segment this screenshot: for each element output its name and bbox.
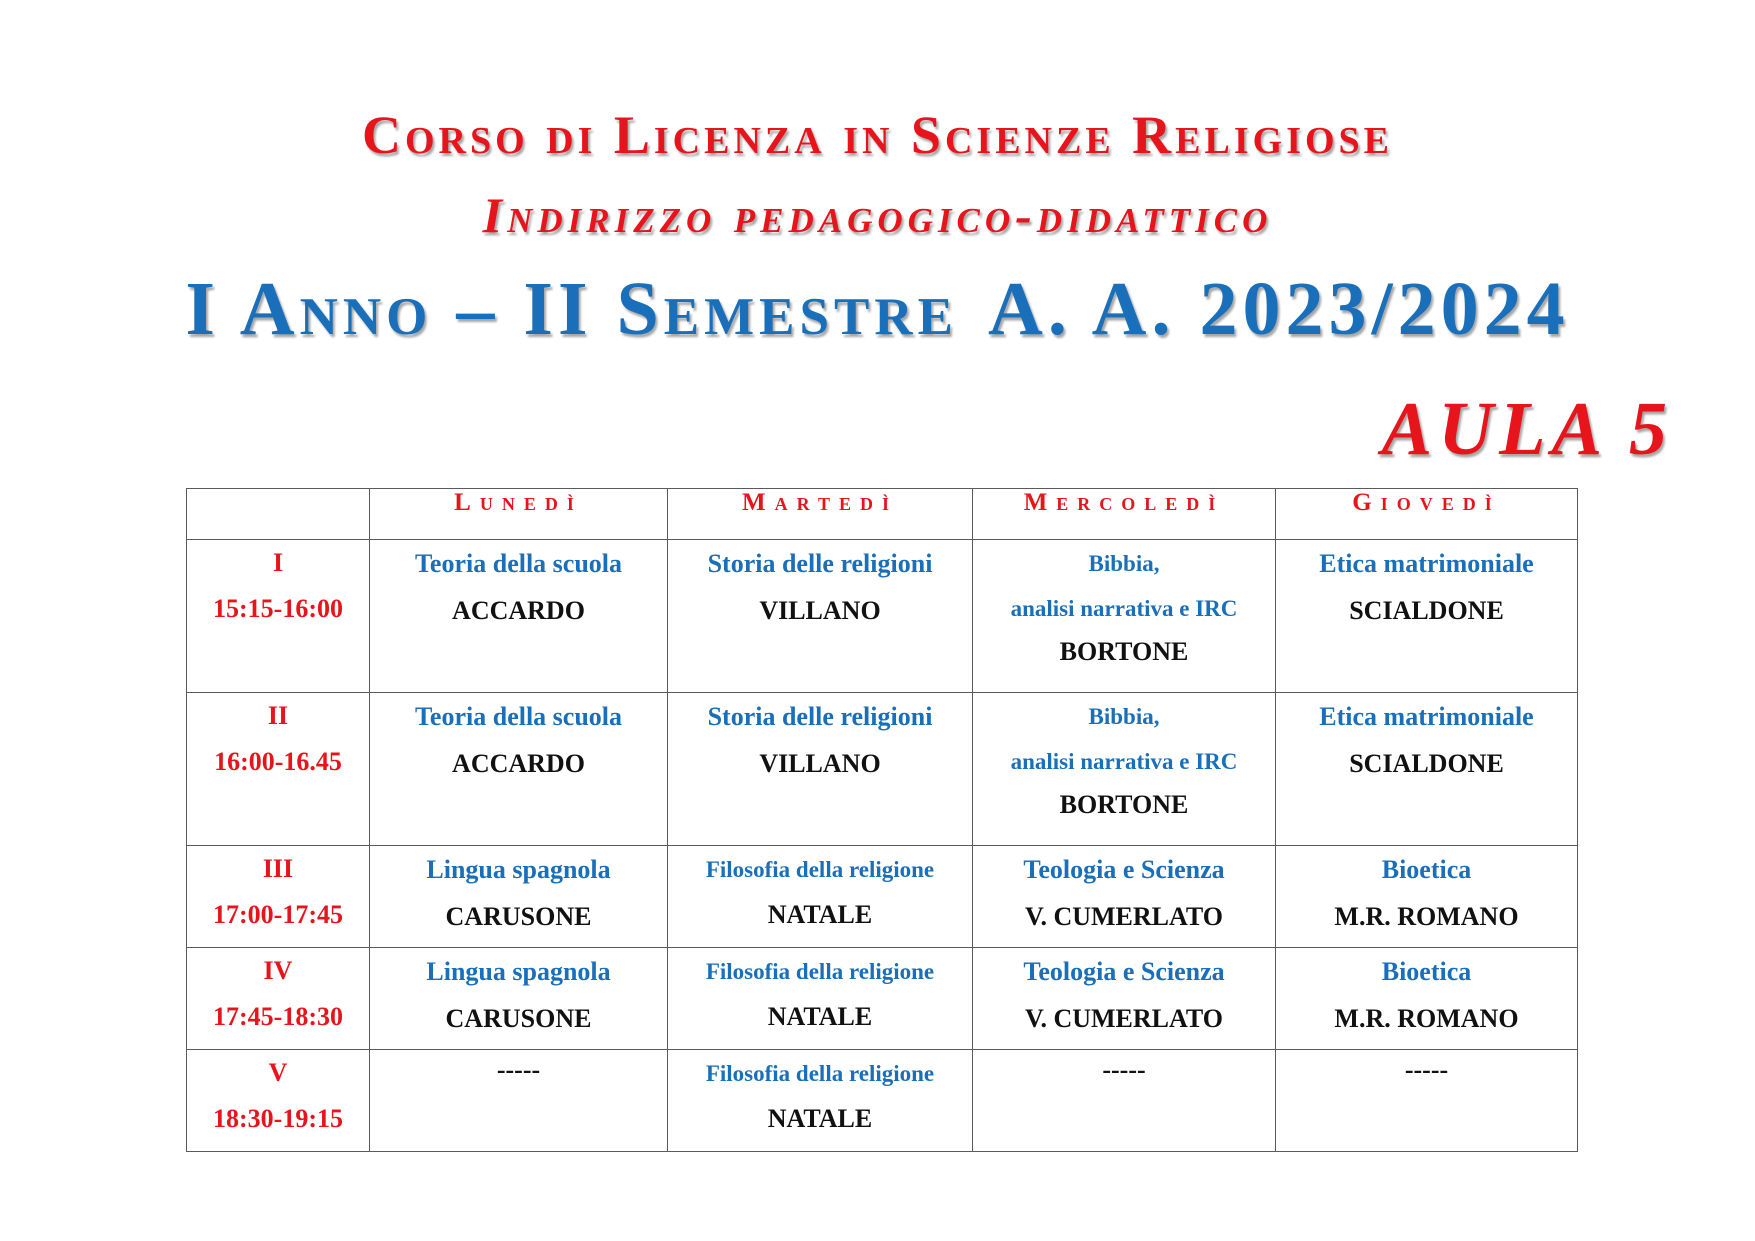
schedule-cell <box>370 948 668 1050</box>
schedule-cell <box>668 693 973 846</box>
slot-time: 15:15-16:00 <box>213 594 343 623</box>
slot-cell <box>187 540 370 693</box>
schedule-cell <box>668 846 973 948</box>
day-header-wednesday: Mercoledì <box>973 489 1276 540</box>
slot-time: 17:00-17:45 <box>213 900 343 929</box>
subject: Bibbia, <box>1088 551 1160 576</box>
schedule-cell <box>973 693 1276 846</box>
table-row <box>187 948 1578 1050</box>
subject: Teologia e Scienza <box>1023 957 1225 986</box>
day-header-tuesday: Martedì <box>668 489 973 540</box>
slot-cell <box>187 846 370 948</box>
academic-year: A. A. 2023/2024 <box>987 267 1570 351</box>
table-row <box>187 1050 1578 1152</box>
teacher: NATALE <box>767 900 873 929</box>
slot-time: 16:00-16.45 <box>214 747 342 776</box>
slot-time: 18:30-19:15 <box>213 1104 343 1133</box>
schedule-cell <box>370 1050 668 1152</box>
subject: Etica matrimoniale <box>1319 702 1534 731</box>
schedule-cell <box>1276 948 1578 1050</box>
slot-cell <box>187 693 370 846</box>
teacher: M.R. ROMANO <box>1334 902 1519 931</box>
subject: Storia delle religioni <box>707 702 933 731</box>
slot-number: IV <box>263 956 293 985</box>
schedule-cell <box>1276 540 1578 693</box>
schedule-cell <box>370 693 668 846</box>
subject: Etica matrimoniale <box>1319 549 1534 578</box>
schedule-cell <box>973 540 1276 693</box>
subject: Filosofia della religione <box>705 857 935 882</box>
day-header-thursday: Giovedì <box>1276 489 1578 540</box>
schedule-cell <box>370 540 668 693</box>
schedule-cell <box>1276 846 1578 948</box>
table-row <box>187 693 1578 846</box>
header-row <box>187 489 1578 540</box>
subject-line2: analisi narrativa e IRC <box>1010 596 1238 621</box>
year-semester-title <box>0 266 1755 353</box>
subject: Teoria della scuola <box>414 702 623 731</box>
subject-line2: analisi narrativa e IRC <box>1010 749 1238 774</box>
corner-cell <box>187 489 370 540</box>
room-label: AULA 5 <box>1381 387 1673 471</box>
course-track: Indirizzo pedagogico-didattico <box>482 187 1273 243</box>
teacher: BORTONE <box>1059 637 1189 666</box>
subject: Filosofia della religione <box>705 1061 935 1086</box>
subject: Bioetica <box>1381 957 1472 986</box>
teacher: BORTONE <box>1059 790 1189 819</box>
subject: Lingua spagnola <box>426 855 611 884</box>
slot-cell <box>187 1050 370 1152</box>
teacher: CARUSONE <box>445 902 592 931</box>
schedule-cell <box>973 846 1276 948</box>
subject: Filosofia della religione <box>705 959 935 984</box>
subject: Bibbia, <box>1088 704 1160 729</box>
subject: Teoria della scuola <box>414 549 623 578</box>
schedule-cell <box>973 1050 1276 1152</box>
schedule-cell <box>668 948 973 1050</box>
schedule-cell <box>973 948 1276 1050</box>
slot-number: II <box>267 701 289 730</box>
teacher: VILLANO <box>759 596 881 625</box>
empty-slot: ----- <box>496 1055 541 1084</box>
table-row <box>187 846 1578 948</box>
slot-number: I <box>272 548 284 577</box>
schedule-cell <box>1276 1050 1578 1152</box>
teacher: V. CUMERLATO <box>1025 902 1223 931</box>
teacher: NATALE <box>767 1002 873 1031</box>
teacher: V. CUMERLATO <box>1025 1004 1223 1033</box>
schedule-table <box>186 488 1578 1152</box>
schedule-cell <box>370 846 668 948</box>
table-row <box>187 540 1578 693</box>
slot-time: 17:45-18:30 <box>213 1002 343 1031</box>
slot-number: V <box>268 1058 288 1087</box>
schedule-cell <box>668 1050 973 1152</box>
teacher: ACCARDO <box>452 749 585 778</box>
day-header-monday: Lunedì <box>370 489 668 540</box>
teacher: SCIALDONE <box>1349 596 1504 625</box>
teacher: M.R. ROMANO <box>1334 1004 1519 1033</box>
teacher: SCIALDONE <box>1349 749 1504 778</box>
subject: Bioetica <box>1381 855 1472 884</box>
year-semester: I Anno – II Semestre <box>185 267 958 351</box>
teacher: CARUSONE <box>445 1004 592 1033</box>
empty-slot: ----- <box>1404 1055 1449 1084</box>
schedule-cell <box>668 540 973 693</box>
subject: Teologia e Scienza <box>1023 855 1225 884</box>
teacher: VILLANO <box>759 749 881 778</box>
course-title: Corso di Licenza in Scienze Religiose <box>361 105 1394 165</box>
subject: Storia delle religioni <box>707 549 933 578</box>
subject: Lingua spagnola <box>426 957 611 986</box>
empty-slot: ----- <box>1102 1055 1146 1084</box>
slot-cell <box>187 948 370 1050</box>
slot-number: III <box>262 854 294 883</box>
teacher: ACCARDO <box>452 596 585 625</box>
schedule-cell <box>1276 693 1578 846</box>
teacher: NATALE <box>767 1104 873 1133</box>
